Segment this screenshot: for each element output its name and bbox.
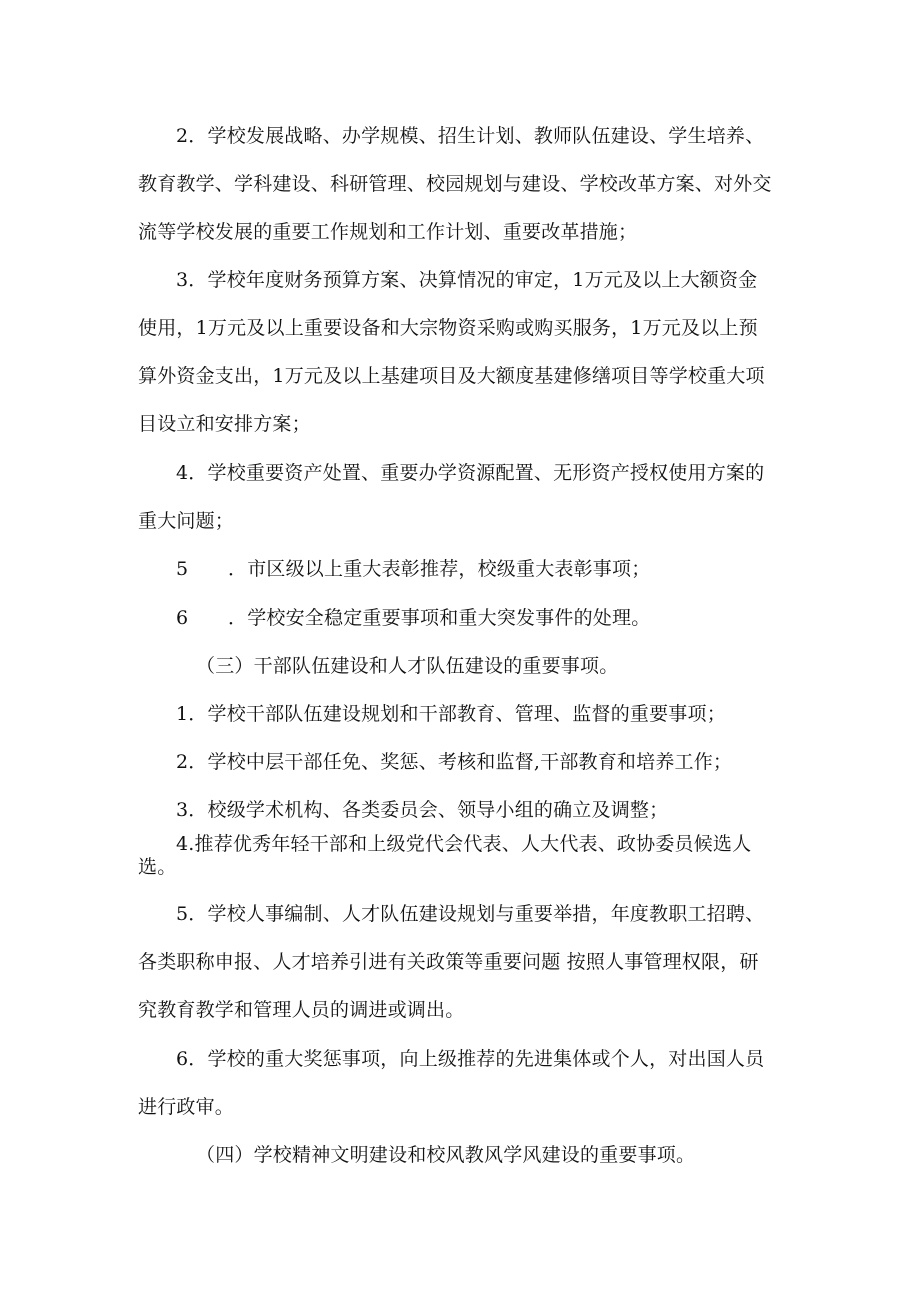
section-3-item-3: 3．校级学术机构、各类委员会、领导小组的确立及调整；: [176, 799, 669, 821]
item-2-line-2: 教育教学、学科建设、科研管理、校园规划与建设、学校改革方案、对外交: [138, 173, 772, 195]
item-6-text: ．学校安全稳定重要事项和重大突发事件的处理。: [228, 607, 651, 629]
section-3-item-1: 1．学校干部队伍建设规划和干部教育、管理、监督的重要事项；: [176, 703, 726, 725]
section-3-item-6-line-1: 6．学校的重大奖惩事项，向上级推荐的先进集体或个人，对出国人员: [176, 1048, 765, 1070]
item-6-number: 6: [176, 607, 189, 629]
item-3-line-2: 使用，1万元及以上重要设备和大宗物资采购或购买服务，1万元及以上预: [138, 317, 758, 339]
item-3-line-1: 3．学校年度财务预算方案、决算情况的审定，1万元及以上大额资金: [176, 269, 758, 291]
item-4-line-2: 重大问题；: [138, 510, 235, 532]
section-3-item-5-line-3: 究教育教学和管理人员的调进或调出。: [138, 999, 465, 1021]
section-3-item-4-line-1: 4.推荐优秀年轻干部和上级党代会代表、人大代表、政协委员候选人: [176, 833, 752, 855]
section-4-heading: （四）学校精神文明建设和校风教风学风建设的重要事项。: [196, 1144, 696, 1166]
item-2-line-1: 2．学校发展战略、办学规模、招生计划、教师队伍建设、学生培养、: [176, 125, 765, 147]
item-3-line-4: 目设立和安排方案；: [138, 413, 311, 435]
section-3-item-2: 2．学校中层干部任免、奖惩、考核和监督,干部教育和培养工作；: [176, 751, 733, 773]
item-3-line-3: 算外资金支出，1万元及以上基建项目及大额度基建修缮项目等学校重大项: [138, 365, 765, 387]
item-4-line-1: 4．学校重要资产处置、重要办学资源配置、无形资产授权使用方案的: [176, 462, 765, 484]
item-5-text: ．市区级以上重大表彰推荐，校级重大表彰事项；: [228, 558, 651, 580]
section-3-heading: （三）干部队伍建设和人才队伍建设的重要事项。: [196, 655, 619, 677]
item-2-line-3: 流等学校发展的重要工作规划和工作计划、重要改革措施；: [138, 221, 638, 243]
section-3-item-5-line-1: 5．学校人事编制、人才队伍建设规划与重要举措，年度教职工招聘、: [176, 903, 765, 925]
section-3-item-6-line-2: 进行政审。: [138, 1096, 235, 1118]
item-5-number: 5: [176, 558, 189, 580]
section-3-item-4-line-2: 选。: [138, 856, 177, 878]
section-3-item-5-line-2: 各类职称申报、人才培养引进有关政策等重要问题 按照人事管理权限，研: [138, 951, 759, 973]
